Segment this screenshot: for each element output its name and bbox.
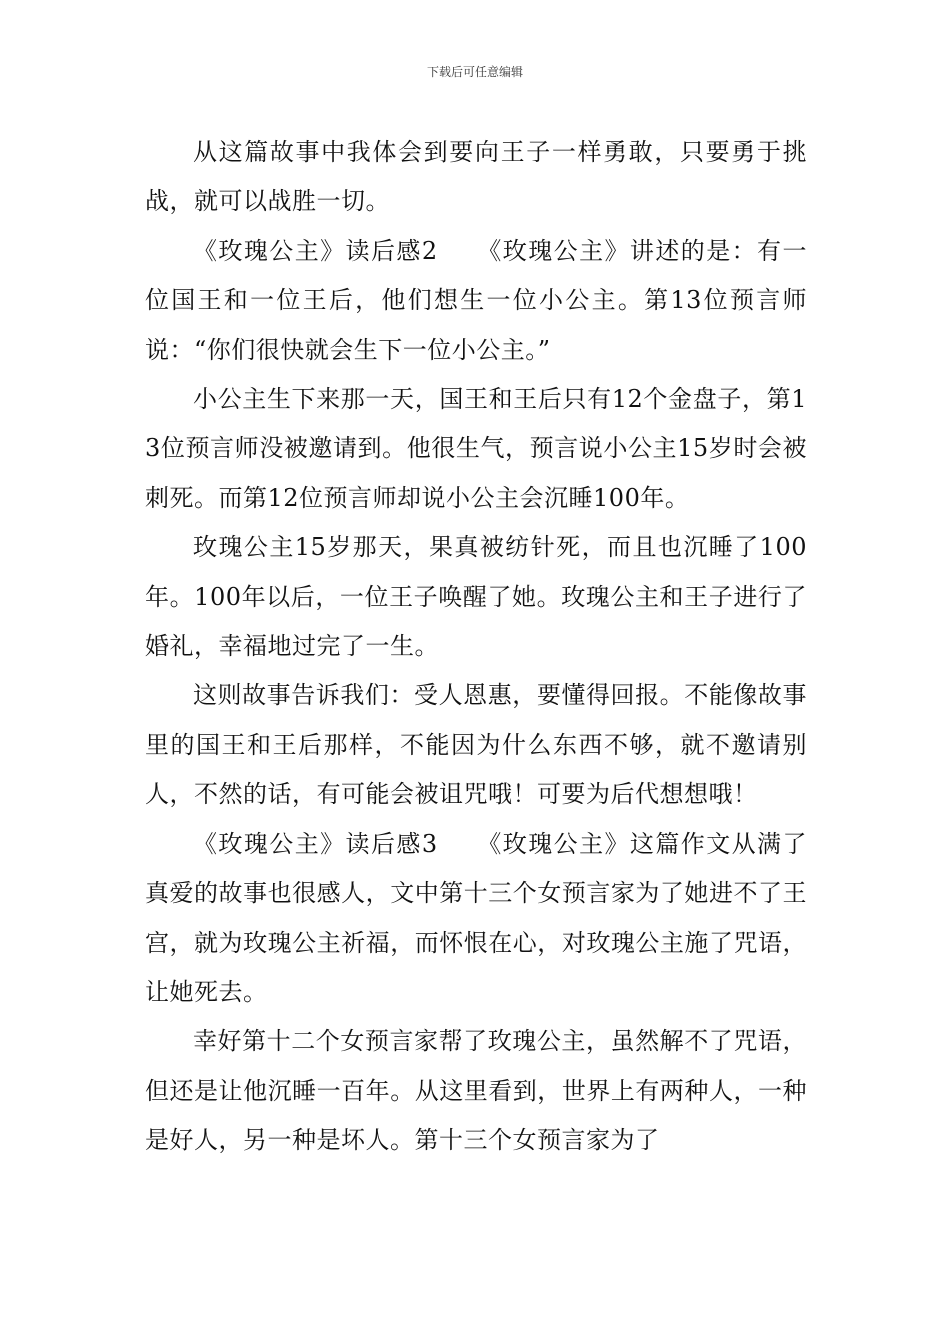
paragraph: 这则故事告诉我们：受人恩惠，要懂得回报。不能像故事里的国王和王后那样，不能因为什么东西不够，就不邀请别人，不然的话，有可能会被诅咒哦！可要为后代想想哦！	[145, 681, 807, 809]
page-header: 下载后可任意编辑	[426, 65, 523, 79]
paragraph: 从这篇故事中我体会到要向王子一样勇敢，只要勇于挑战，就可以战胜一切。	[145, 138, 807, 216]
paragraph: 小公主生下来那一天，国王和王后只有12个金盘子，第13位预言师没被邀请到。他很生气，预言说小公主15岁时会被刺死。而第12位预言师却说小公主会沉睡100年。	[145, 385, 807, 512]
paragraph: 幸好第十二个女预言家帮了玫瑰公主，虽然解不了咒语，但还是让他沉睡一百年。从这里看到，世界上有两种人，一种是好人，另一种是坏人。第十三个女预言家为了	[145, 1027, 807, 1155]
paragraph: 《玫瑰公主》读后感2 《玫瑰公主》讲述的是：有一位国王和一位王后，他们想生一位小公主。第13位预言师说：“你们很快就会生下一位小公主。”	[145, 236, 807, 364]
paragraph: 玫瑰公主15岁那天，果真被纺针死，而且也沉睡了100年。100年以后，一位王子唤醒了她。玫瑰公主和王子进行了婚礼，幸福地过完了一生。	[145, 533, 807, 661]
document-body	[145, 128, 807, 1166]
paragraph: 《玫瑰公主》读后感3 《玫瑰公主》这篇作文从满了真爱的故事也很感人，文中第十三个女预言家为了她进不了王宫，就为玫瑰公主祈福，而怀恨在心，对玫瑰公主施了咒语，让她死去。	[145, 829, 807, 1006]
